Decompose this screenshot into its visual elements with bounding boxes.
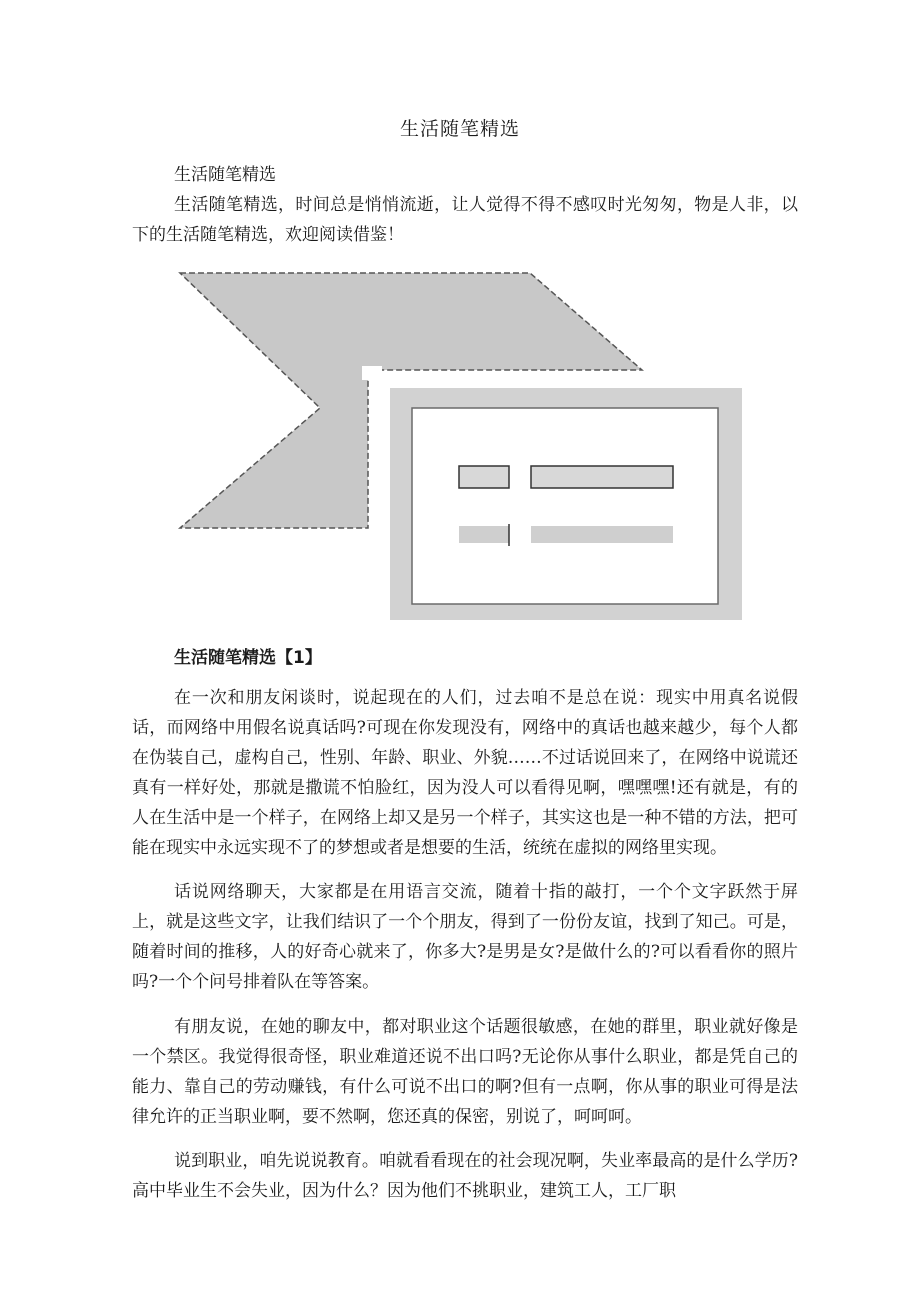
body-paragraph: 说到职业，咱先说说教育。咱就看看现在的社会现况啊，失业率最高的是什么学历?高中毕业生不会失业，因为什么？因为他们不挑职业，建筑工人，工厂职 bbox=[132, 1151, 798, 1201]
body-paragraph: 话说网络聊天，大家都是在用语言交流，随着十指的敲打，一个个文字跃然于屏上，就是这些文字，让我们结识了一个个朋友，得到了一份份友谊，找到了知己。可是，随着时间的推移，人的好奇心就来了，你多大?是男是女?是做什么的?可以看看你的照片吗?一个个问号排着队在等答案。 bbox=[132, 882, 798, 992]
page-title: 生活随笔精选 bbox=[399, 118, 520, 140]
row-1-bar bbox=[531, 466, 673, 488]
panel-inner bbox=[412, 408, 718, 604]
row-1-marker bbox=[459, 466, 509, 488]
section-heading: 生活随笔精选【1】 bbox=[174, 648, 322, 668]
row-2-marker bbox=[459, 526, 509, 543]
body-paragraph: 在一次和朋友闲谈时，说起现在的人们，过去咱不是总在说：现实中用真名说假话，而网络中用假名说真话吗?可现在你发现没有，网络中的真话也越来越少，每个人都在伪装自己，虚构自己，性别、年龄、职业、外貌……不过话说回来了，在网络中说谎还真有一样好处，那就是撒谎不怕脸红，因为没人可以看得见啊，嘿嘿嘿!还有就是，有的人在生活中是一个样子，在网络上却又是另一个样子，其实这也是一种不错的方法，把可能在现实中永远实现不了的梦想或者是想要的生活，统统在虚拟的网络里实现。 bbox=[132, 688, 798, 858]
intro-paragraph: 生活随笔精选，时间总是悄悄流逝，让人觉得不得不感叹时光匆匆，物是人非，以下的生活随笔精选，欢迎阅读借鉴！ bbox=[132, 195, 798, 245]
body-paragraph: 有朋友说，在她的聊友中，都对职业这个话题很敏感，在她的群里，职业就好像是一个禁区。我觉得很奇怪，职业难道还说不出口吗?无论你从事什么职业，都是凭自己的能力、靠自己的劳动赚钱，有什么可说不出口的啊?但有一点啊，你从事的职业可得是法律允许的正当职业啊，要不然啊，您还真的保密，别说了，呵呵呵。 bbox=[132, 1017, 798, 1127]
document-subtitle: 生活随笔精选 bbox=[174, 165, 276, 185]
decorative-document-illustration bbox=[172, 268, 747, 626]
row-2-bar bbox=[531, 526, 673, 543]
